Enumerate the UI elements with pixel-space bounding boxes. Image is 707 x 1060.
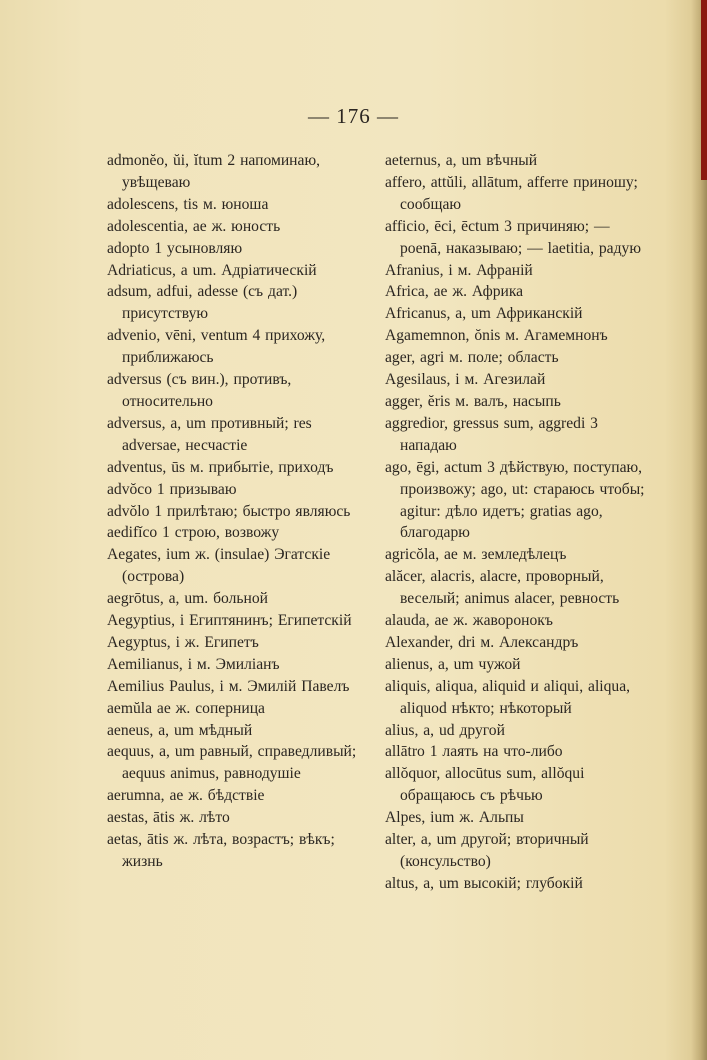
dictionary-entry: ager, agri м. поле; область [385,349,559,367]
dictionary-entry: altus, a, um высокій; глубокій [385,874,583,892]
dictionary-entry: aerumna, ae ж. бѣдствіе [107,787,265,805]
left-column [107,150,375,873]
dictionary-entry: agger, ĕris м. валъ, насыпь [385,392,561,410]
dictionary-entry: alienus, a, um чужой [385,655,521,673]
dictionary-entry: advenio, vēni, ventum 4 прихожу, приближаюсь [107,327,326,367]
dictionary-entry: adopto 1 усыновляю [107,239,243,257]
dictionary-entry: Agesilaus, i м. Агезилай [385,371,546,389]
dictionary-entry: aeternus, a, um вѣчный [385,152,538,169]
dictionary-entry: Aegyptus, i ж. Египетъ [107,633,259,651]
page-number: — 176 — [308,104,399,128]
dictionary-entry: Aegates, ium ж. (insulae) Эгатскіе (острова) [107,546,331,586]
dictionary-entry: aliquis, aliqua, aliquid и aliqui, aliqua, aliquod нѣкто; нѣкоторый [385,677,631,717]
dictionary-entry: aequus, a, um равный, справедливый; aequus animus, равнодушіе [107,743,357,783]
dictionary-entry: alter, a, um другой; вторичный (консульство) [385,831,589,870]
dictionary-entry: aetas, ātis ж. лѣта, возрастъ; вѣкъ; жизнь [107,831,335,870]
dictionary-entry: Aegyptius, i Египтянинъ; Египетскій [107,612,352,630]
dictionary-entry: Alpes, ium ж. Альпы [385,809,524,827]
dictionary-entry: allŏquor, allocūtus sum, allŏqui обращаюсь съ рѣчью [385,765,585,805]
dictionary-entry: adversus (съ вин.), противъ, относительно [107,371,292,410]
dictionary-entry: adolescens, tis м. юноша [107,195,269,213]
bookmark-ribbon [701,0,707,180]
dictionary-entry: alăcer, alacris, alacre, проворный, веселый; animus alacer, ревность [385,568,620,608]
dictionary-entry: aemŭla ae ж. соперница [107,699,265,717]
dictionary-entry: aedifĭco 1 строю, возвожу [107,524,280,542]
dictionary-entry: advŏlo 1 прилѣтаю; быстро являюсь [107,502,351,520]
dictionary-entry: aeneus, a, um мѣдный [107,721,253,739]
dictionary-entry: adolescentia, ae ж. юность [107,217,281,235]
dictionary-entry: agricŏla, ae м. земледѣлецъ [385,546,567,564]
dictionary-entry: Alexander, dri м. Александръ [385,633,579,651]
dictionary-entry: Africa, ae ж. Африка [385,283,524,301]
right-column [385,150,655,895]
dictionary-entry: Aemilianus, i м. Эмиліанъ [107,655,280,673]
dictionary-entry: aegrōtus, a, um. больной [107,590,268,608]
dictionary-entry: advŏco 1 призываю [107,480,237,498]
dictionary-entry: allātro 1 лаять на что-либо [385,743,563,761]
dictionary-entry: Africanus, a, um Африканскій [385,305,583,323]
dictionary-entry: adventus, ūs м. прибытіе, приходъ [107,458,334,476]
dictionary-entry: Afranius, i м. Афраній [385,261,533,279]
dictionary-entry: afficio, ēci, ēctum 3 причиняю; — poenā, наказываю; — laetitia, радую [385,217,641,257]
dictionary-entry: Adriaticus, a um. Адріатическій [107,261,317,279]
dictionary-entry: aggredior, gressus sum, aggredi 3 нападаю [385,414,598,454]
dictionary-entry: adsum, adfui, adesse (съ дат.) присутствую [107,283,298,323]
dictionary-entry: Aemilius Paulus, i м. Эмилій Павелъ [107,677,350,695]
dictionary-entry: alius, a, ud другой [385,721,505,739]
dictionary-entry: affero, attŭli, allātum, afferre приношу; сообщаю [385,173,638,213]
dictionary-entry: admonĕo, ŭi, ĭtum 2 напоминаю, увѣщеваю [107,152,321,191]
dictionary-entry: ago, ēgi, actum 3 дѣйствую, поступаю, произвожу; ago, ut: стараюсь чтобы; agitur: дѣло идетъ; gratias ago, благодарю [385,458,645,542]
dictionary-entry: alauda, ae ж. жаворонокъ [385,612,553,630]
dictionary-entry: aestas, ātis ж. лѣто [107,809,230,827]
dictionary-entry: Agamemnon, ŏnis м. Агамемнонъ [385,327,608,345]
dictionary-entry: adversus, a, um противный; res adversae, несчастіе [107,414,312,454]
